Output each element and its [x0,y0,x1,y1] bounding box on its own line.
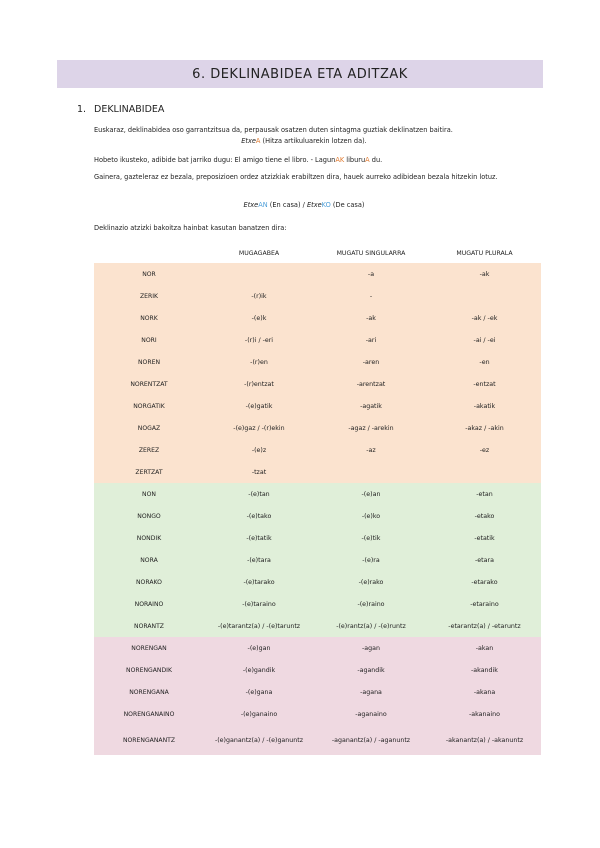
suffix-cell: -(e)an [314,483,428,505]
case-name-cell: NORENGANA [94,681,204,703]
header-cell [94,243,204,263]
section-title: DEKLINABIDEA [94,104,165,115]
suffix-cell: -aganaino [314,703,428,725]
suffix-cell: -tzat [204,461,314,483]
intro-paragraph: Euskaraz, deklinabidea oso garrantzitsua da, perpausak osatzen duten sintagma guztiak deklinatzen baitira. [94,126,453,134]
section-number: 1. [77,104,87,115]
suffix-cell: -(r)entzat [204,373,314,395]
suffix-cell: -etako [428,505,541,527]
case-name-cell: NORANTZ [94,615,204,637]
suffix-cell: -(e)gan [204,637,314,659]
example-paragraph [94,155,514,166]
example2-stem2: Etxe [306,201,322,209]
suffix-cell: -etan [428,483,541,505]
suffix-cell: -(e)ko [314,505,428,527]
example-suffix: A [255,137,261,145]
suffix-cell: -agandik [314,659,428,681]
suffix-cell: -agaz / -arekin [314,417,428,439]
example-suffix-ak: AK [335,156,345,164]
suffix-cell: -(e)rako [314,571,428,593]
table-row [94,549,541,571]
table-row [94,461,541,483]
example-stem: Etxe [241,137,256,145]
case-name-cell: NORENGANDIK [94,659,204,681]
suffix-cell: -ari [314,329,428,351]
table-header-row [94,243,541,263]
case-name-cell: NORENGANAINO [94,703,204,725]
suffix-cell: -(e)gandik [204,659,314,681]
suffix-cell: -etarako [428,571,541,593]
table-row [94,263,541,285]
chapter-title: 6. DEKLINABIDEA ETA ADITZAK [192,66,408,82]
suffix-cell: -agana [314,681,428,703]
suffix-cell: -agatik [314,395,428,417]
suffix-cell: -(e)raino [314,593,428,615]
table-row [94,505,541,527]
example2-suffix2: KO [321,201,331,209]
case-name-cell: NORENGAN [94,637,204,659]
suffix-cell: -(e)tarantz(a) / -(e)taruntz [204,615,314,637]
suffix-cell: -ak [428,263,541,285]
suffix-cell: -akanantz(a) / -akanuntz [428,725,541,755]
suffix-cell: -akana [428,681,541,703]
suffix-cell: -akanaino [428,703,541,725]
suffix-cell: -aren [314,351,428,373]
suffix-cell: -(e)tara [204,549,314,571]
suffix-cell: -(e)rantz(a) / -(e)runtz [314,615,428,637]
suffix-cell: - [314,285,428,307]
suffix-cell: -(e)gatik [204,395,314,417]
declension-table [94,243,541,755]
table-row [94,439,541,461]
suffix-cell: -(e)taraino [204,593,314,615]
table-row [94,571,541,593]
table-row [94,307,541,329]
case-name-cell: NORAINO [94,593,204,615]
suffix-cell: -ak [314,307,428,329]
suffix-cell: -etara [428,549,541,571]
suffix-cell: -agan [314,637,428,659]
case-name-cell: NORI [94,329,204,351]
table-row [94,703,541,725]
suffix-cell: -akatik [428,395,541,417]
suffix-cell: -(e)z [204,439,314,461]
example-paragraph-text: Hobeto ikusteko, adibide bat jarriko dugu: El amigo tiene el libro. - Lagun [94,156,336,164]
case-name-cell: NON [94,483,204,505]
suffix-cell: -(e)tarako [204,571,314,593]
table-row [94,417,541,439]
table-row [94,285,541,307]
case-name-cell: ZERIK [94,285,204,307]
suffix-cell: -(e)tatik [204,527,314,549]
header-cell: MUGAGABEA [238,249,280,257]
suffix-cell: -arentzat [314,373,428,395]
header-cell: MUGATU SINGULARRA [336,249,406,257]
suffix-cell: -entzat [428,373,541,395]
example2-stem1: Etxe [243,201,259,209]
suffix-cell [428,285,541,307]
suffix-cell [314,461,428,483]
suffix-cell: -akan [428,637,541,659]
table-row [94,373,541,395]
suffix-cell: -(e)gaz / -(r)ekin [204,417,314,439]
case-name-cell: ZEREZ [94,439,204,461]
suffix-cell: -az [314,439,428,461]
suffix-cell [428,461,541,483]
suffix-cell: -a [314,263,428,285]
table-row [94,659,541,681]
suffix-cell: -akaz / -akin [428,417,541,439]
example-suffix-a: A [365,156,370,164]
suffix-cell: -etarantz(a) / -etaruntz [428,615,541,637]
suffix-cell: -ez [428,439,541,461]
suffix-cell: -(e)tik [314,527,428,549]
suffix-cell: -(r)en [204,351,314,373]
table-row [94,637,541,659]
suffix-cell: -aganantz(a) / -aganuntz [314,725,428,755]
table-row [94,395,541,417]
example2-suffix1: AN [258,201,268,209]
case-name-cell: ZERTZAT [94,461,204,483]
case-name-cell: NOGAZ [94,417,204,439]
chapter-banner [57,60,543,88]
suffix-cell: -en [428,351,541,373]
case-name-cell: NORENGANANTZ [94,725,204,755]
suffix-cell: -etaraino [428,593,541,615]
suffix-cell: -(r)ik [204,285,314,307]
table-row [94,725,541,755]
case-name-cell: NOR [94,263,204,285]
suffix-cell: -(e)ganantz(a) / -(e)ganuntz [204,725,314,755]
suffix-cell: -(e)k [204,307,314,329]
suffix-cell: -(e)ra [314,549,428,571]
example-line-1 [94,137,514,145]
case-name-cell: NOREN [94,351,204,373]
suffix-cell: -(r)i / -eri [204,329,314,351]
case-name-cell: NORAKO [94,571,204,593]
example-paragraph-mid: liburu [344,156,366,164]
table-row [94,681,541,703]
case-name-cell: NONDIK [94,527,204,549]
preposition-paragraph: Gainera, gazteleraz ez bezala, preposizioen ordez atzizkiak erabiltzen dira, hauek aurreko adibidean bezala hitzekin lotuz. [94,173,498,181]
example-paragraph-end: du. [369,156,383,164]
case-name-cell: NORENTZAT [94,373,204,395]
table-row [94,527,541,549]
example2-gloss1: (En casa) / [267,201,307,209]
case-name-cell: NORA [94,549,204,571]
suffix-cell [204,263,314,285]
table-row [94,483,541,505]
case-name-cell: NORK [94,307,204,329]
header-cell: MUGATU PLURALA [456,249,513,257]
suffix-cell: -(e)ganaino [204,703,314,725]
case-name-cell: NORGATIK [94,395,204,417]
suffix-cell: -(e)tako [204,505,314,527]
suffix-cell: -ai / -ei [428,329,541,351]
suffix-cell: -ak / -ek [428,307,541,329]
table-intro: Deklinazio atzizki bakoitza hainbat kasutan banatzen dira: [94,224,287,232]
suffix-cell: -(e)gana [204,681,314,703]
suffix-cell: -etatik [428,527,541,549]
table-row [94,615,541,637]
example-line-2 [94,201,514,209]
case-name-cell: NONGO [94,505,204,527]
table-row [94,351,541,373]
declension-table-body [94,263,541,755]
suffix-cell: -akandik [428,659,541,681]
section-heading [77,104,164,115]
table-row [94,329,541,351]
example-gloss: (Hitza artikuluarekin lotzen da). [260,137,367,145]
suffix-cell: -(e)tan [204,483,314,505]
example2-gloss2: (De casa) [330,201,365,209]
table-row [94,593,541,615]
